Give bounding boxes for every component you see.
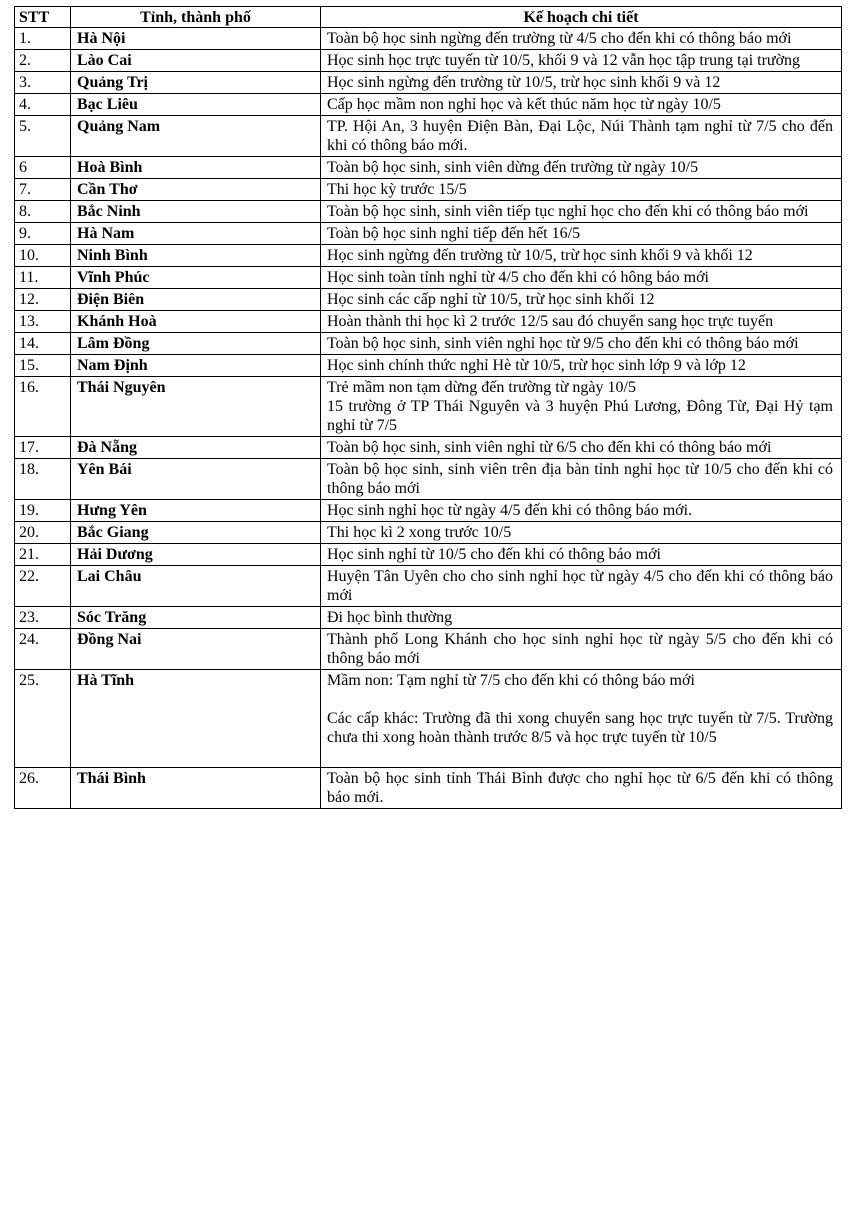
row-stt: 6: [15, 157, 71, 179]
plan-paragraph: Đi học bình thường: [327, 609, 453, 626]
row-plan: [321, 544, 842, 566]
row-province: Sóc Trăng: [71, 607, 321, 629]
row-stt: 20.: [15, 522, 71, 544]
row-plan: [321, 437, 842, 459]
row-plan: [321, 179, 842, 201]
row-province: Hà Nội: [71, 28, 321, 50]
row-plan: [321, 500, 842, 522]
row-province: Hoà Bình: [71, 157, 321, 179]
row-stt: 5.: [15, 116, 71, 157]
table-row: [15, 289, 842, 311]
row-stt: 26.: [15, 768, 71, 809]
header-plan: Kế hoạch chi tiết: [321, 7, 842, 28]
table-row: [15, 28, 842, 50]
table-row: [15, 223, 842, 245]
row-province: Đà Nẵng: [71, 437, 321, 459]
table-row: [15, 437, 842, 459]
row-plan: [321, 201, 842, 223]
row-stt: 25.: [15, 670, 71, 768]
row-stt: 11.: [15, 267, 71, 289]
row-stt: 19.: [15, 500, 71, 522]
table-row: [15, 670, 842, 768]
table-row: [15, 311, 842, 333]
table-row: [15, 544, 842, 566]
row-stt: 1.: [15, 28, 71, 50]
row-stt: 21.: [15, 544, 71, 566]
row-stt: 15.: [15, 355, 71, 377]
table-row: [15, 94, 842, 116]
row-plan: [321, 289, 842, 311]
table-row: [15, 267, 842, 289]
plan-paragraph: Cấp học mầm non nghỉ học và kết thúc năm học từ ngày 10/5: [327, 96, 721, 113]
row-plan: [321, 522, 842, 544]
row-plan: [321, 223, 842, 245]
plan-paragraph: Toàn bộ học sinh tỉnh Thái Bình được cho nghỉ học từ 6/5 đến khi có thông báo mới.: [327, 770, 833, 806]
row-stt: 13.: [15, 311, 71, 333]
row-province: Lào Cai: [71, 50, 321, 72]
row-province: Hà Tĩnh: [71, 670, 321, 768]
table-row: [15, 566, 842, 607]
row-plan: [321, 670, 842, 768]
row-stt: 4.: [15, 94, 71, 116]
row-province: Lâm Đồng: [71, 333, 321, 355]
table-row: [15, 377, 842, 437]
row-plan: [321, 157, 842, 179]
plan-paragraph: Toàn bộ học sinh, sinh viên nghỉ học từ 9/5 cho đến khi có thông báo mới: [327, 335, 799, 352]
table-header-row: [15, 7, 842, 28]
row-province: Hưng Yên: [71, 500, 321, 522]
plan-paragraph: Toàn bộ học sinh, sinh viên tiếp tục nghỉ học cho đến khi có thông báo mới: [327, 203, 809, 220]
row-province: Hà Nam: [71, 223, 321, 245]
row-plan: [321, 311, 842, 333]
row-plan: [321, 267, 842, 289]
table-row: [15, 768, 842, 809]
plan-paragraph: Học sinh ngừng đến trường từ 10/5, trừ học sinh khối 9 và 12: [327, 74, 721, 91]
row-plan: [321, 768, 842, 809]
row-plan: [321, 333, 842, 355]
table-row: [15, 522, 842, 544]
table-row: [15, 201, 842, 223]
header-province: Tỉnh, thành phố: [71, 7, 321, 28]
row-province: Ninh Bình: [71, 245, 321, 267]
row-province: Quảng Nam: [71, 116, 321, 157]
plan-paragraph: Toàn bộ học sinh nghỉ tiếp đến hết 16/5: [327, 225, 581, 242]
table-row: [15, 607, 842, 629]
school-closure-table: [14, 6, 842, 809]
row-province: Bắc Giang: [71, 522, 321, 544]
row-stt: 3.: [15, 72, 71, 94]
row-plan: [321, 566, 842, 607]
row-plan: [321, 355, 842, 377]
plan-paragraph: Thành phố Long Khánh cho học sinh nghỉ học từ ngày 5/5 cho đến khi có thông báo mới: [327, 631, 833, 667]
table-row: [15, 179, 842, 201]
plan-paragraph: Trẻ mầm non tạm dừng đến trường từ ngày 10/5: [327, 379, 636, 396]
plan-paragraph: Toàn bộ học sinh, sinh viên trên địa bàn tỉnh nghỉ học từ 10/5 cho đến khi có thông báo mới: [327, 461, 833, 497]
plan-paragraph: Toàn bộ học sinh, sinh viên dừng đến trường từ ngày 10/5: [327, 159, 699, 176]
plan-paragraph: Các cấp khác: Trường đã thi xong chuyển sang học trực tuyến từ 7/5. Trường chưa thi xong hoàn thành trước 8/5 và học trực tuyến từ 10/5: [327, 710, 833, 746]
plan-paragraph: TP. Hội An, 3 huyện Điện Bàn, Đại Lộc, Núi Thành tạm nghỉ từ 7/5 cho đến khi có thông báo mới.: [327, 118, 833, 154]
plan-paragraph: Huyện Tân Uyên cho cho sinh nghỉ học từ ngày 4/5 cho đến khi có thông báo mới: [327, 568, 833, 604]
row-plan: [321, 377, 842, 437]
plan-paragraph: Học sinh nghỉ học từ ngày 4/5 đến khi có thông báo mới.: [327, 502, 693, 519]
row-stt: 10.: [15, 245, 71, 267]
row-plan: [321, 50, 842, 72]
table-row: [15, 50, 842, 72]
row-province: Lai Châu: [71, 566, 321, 607]
row-province: Quảng Trị: [71, 72, 321, 94]
document: [14, 6, 841, 809]
row-stt: 2.: [15, 50, 71, 72]
row-province: Thái Nguyên: [71, 377, 321, 437]
row-province: Cần Thơ: [71, 179, 321, 201]
row-plan: [321, 245, 842, 267]
plan-paragraph: Học sinh các cấp nghỉ từ 10/5, trừ học sinh khối 12: [327, 291, 655, 308]
table-row: [15, 500, 842, 522]
row-stt: 7.: [15, 179, 71, 201]
plan-paragraph: Học sinh chính thức nghỉ Hè từ 10/5, trừ học sinh lớp 9 và lớp 12: [327, 357, 746, 374]
table-row: [15, 355, 842, 377]
table-row: [15, 459, 842, 500]
row-province: Nam Định: [71, 355, 321, 377]
plan-paragraph: Học sinh nghỉ từ 10/5 cho đến khi có thông báo mới: [327, 546, 661, 563]
row-province: Khánh Hoà: [71, 311, 321, 333]
row-stt: 9.: [15, 223, 71, 245]
row-province: Hải Dương: [71, 544, 321, 566]
plan-paragraph: Toàn bộ học sinh ngừng đến trường từ 4/5 cho đến khi có thông báo mới: [327, 30, 792, 47]
row-stt: 12.: [15, 289, 71, 311]
table-row: [15, 72, 842, 94]
row-plan: [321, 607, 842, 629]
row-province: Thái Bình: [71, 768, 321, 809]
table-row: [15, 333, 842, 355]
row-province: Vĩnh Phúc: [71, 267, 321, 289]
row-stt: 18.: [15, 459, 71, 500]
table-row: [15, 116, 842, 157]
row-stt: 24.: [15, 629, 71, 670]
table-row: [15, 245, 842, 267]
row-plan: [321, 629, 842, 670]
table-row: [15, 629, 842, 670]
row-stt: 23.: [15, 607, 71, 629]
plan-paragraph: Hoàn thành thi học kì 2 trước 12/5 sau đó chuyển sang học trực tuyến: [327, 313, 774, 330]
plan-paragraph: Thi học kì 2 xong trước 10/5: [327, 524, 512, 541]
row-plan: [321, 459, 842, 500]
row-province: Yên Bái: [71, 459, 321, 500]
plan-paragraph: Mầm non: Tạm nghỉ từ 7/5 cho đến khi có thông báo mới: [327, 672, 695, 689]
table-body: [15, 28, 842, 809]
row-plan: [321, 116, 842, 157]
row-stt: 14.: [15, 333, 71, 355]
row-plan: [321, 28, 842, 50]
row-stt: 22.: [15, 566, 71, 607]
row-stt: 8.: [15, 201, 71, 223]
table-row: [15, 157, 842, 179]
plan-paragraph: Học sinh ngừng đến trường từ 10/5, trừ học sinh khối 9 và khối 12: [327, 247, 753, 264]
row-province: Bạc Liêu: [71, 94, 321, 116]
row-plan: [321, 94, 842, 116]
row-plan: [321, 72, 842, 94]
row-province: Điện Biên: [71, 289, 321, 311]
plan-paragraph: Toàn bộ học sinh, sinh viên nghỉ từ 6/5 cho đến khi có thông báo mới: [327, 439, 772, 456]
row-stt: 17.: [15, 437, 71, 459]
plan-paragraph: Học sinh học trực tuyến từ 10/5, khối 9 và 12 vẫn học tập trung tại trường: [327, 52, 801, 69]
row-province: Bắc Ninh: [71, 201, 321, 223]
plan-paragraph: Thi học kỳ trước 15/5: [327, 181, 467, 198]
header-stt: STT: [15, 7, 71, 28]
plan-paragraph: 15 trường ở TP Thái Nguyên và 3 huyện Phú Lương, Đông Từ, Đại Hỷ tạm nghỉ từ 7/5: [327, 398, 833, 434]
plan-paragraph: Học sinh toàn tỉnh nghỉ từ 4/5 cho đến khi có hông báo mới: [327, 269, 709, 286]
row-stt: 16.: [15, 377, 71, 437]
row-province: Đồng Nai: [71, 629, 321, 670]
